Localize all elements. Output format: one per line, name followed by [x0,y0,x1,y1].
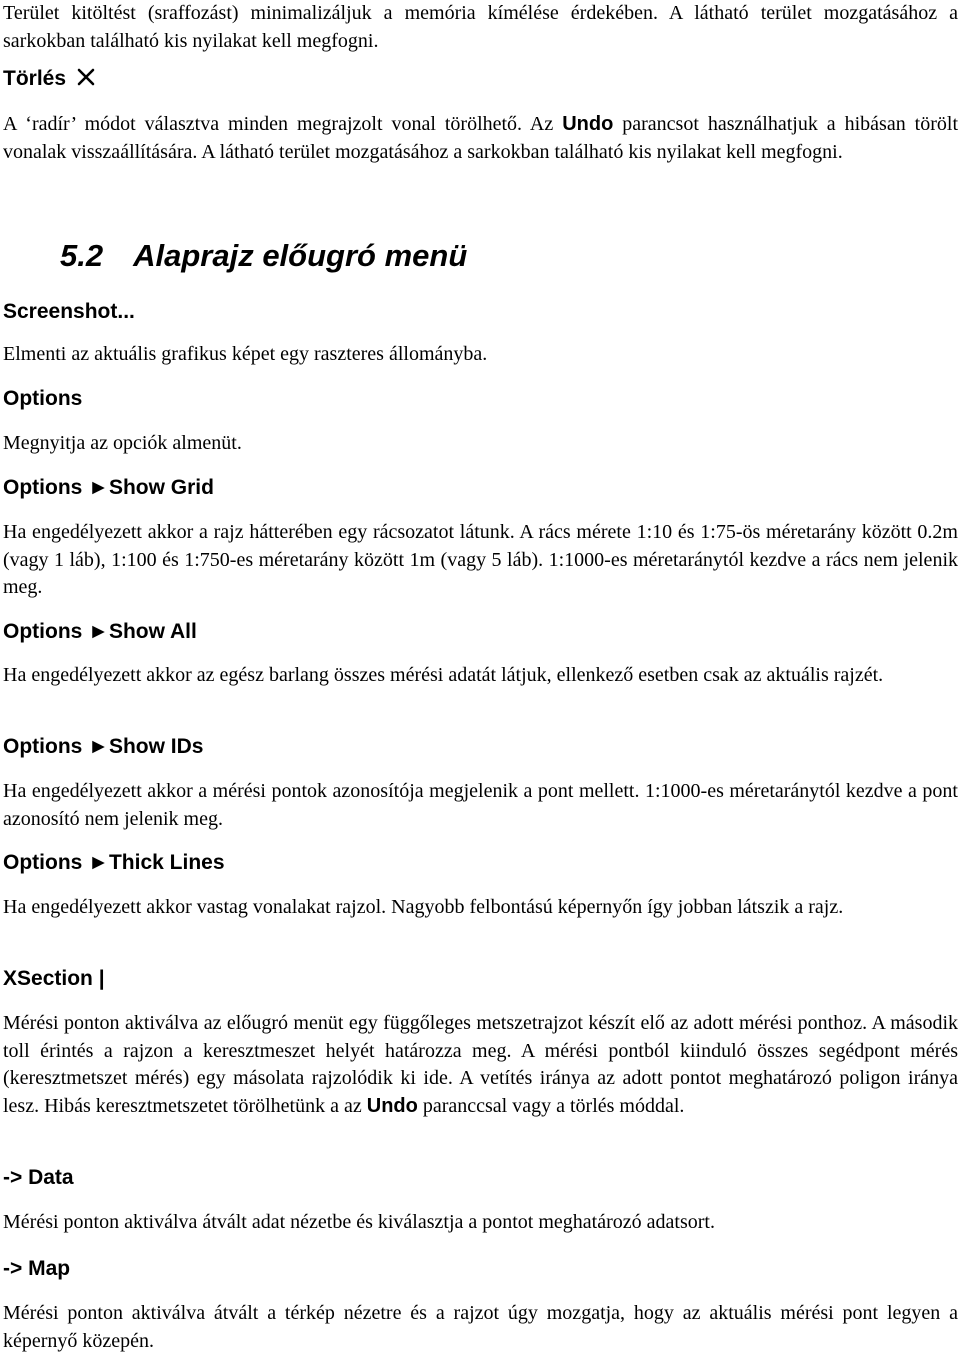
torles-body-text-b: parancsot használhatjuk a hibásan törölt vonalak visszaállítására. A látható terület mozgatásához a sarkokban található kis nyilakat kell megfogni. [3,113,958,163]
show-all-body: Ha engedélyezett akkor az egész barlang összes mérési adatát látjuk, ellenkező esetben csak az aktuális rajzét. [3,664,884,686]
torles-body [3,111,958,166]
arrow-right-icon: ► [88,735,109,758]
map-body: Mérési ponton aktiválva átvált a térkép nézetre és a rajzot úgy mozgatja, hogy az aktuális mérési pont legyen a képernyő közepén. [3,1302,958,1352]
map-heading: -> Map [3,1257,71,1280]
intro-paragraph: Terület kitöltést (sraffozást) minimalizáljuk a memória kímélése érdekében. A látható terület mozgatásához a sarkokban található kis nyilakat kell megfogni. [3,2,958,52]
options-body: Megnyitja az opciók almenüt. [3,432,242,454]
xsection-body-text-b: paranccsal vagy a törlés móddal. [422,1094,685,1117]
torles-heading-label: Törlés [3,67,67,90]
section-number: 5.2 [60,238,104,273]
xsection-body [3,1010,958,1120]
undo-keyword: Undo [562,113,614,135]
show-ids-heading-label: Show IDs [108,735,204,758]
arrow-right-icon: ► [88,851,109,874]
show-grid-heading-label: Show Grid [108,476,214,499]
show-all-heading-label: Show All [108,620,197,643]
show-grid-body: Ha engedélyezett akkor a rajz hátterében egy rácsozatot látunk. A rács mérete 1:10 és 1:75-ös méretarány között 0.2m (vagy 1 láb), 1:100 és 1:750-es méretarány között 1m (vagy 5 láb). 1:1000-es méretaránytól kezdve a rács nem jelenik meg. [3,521,958,598]
xsection-heading: XSection | [3,967,105,990]
thick-lines-heading-options: Options [3,851,83,874]
section-title: Alaprajz előugró menü [133,238,468,273]
show-ids-heading-options: Options [3,735,83,758]
data-heading: -> Data [3,1166,74,1189]
thick-lines-body: Ha engedélyezett akkor vastag vonalakat rajzol. Nagyobb felbontású képernyőn így jobban látszik a rajz. [3,896,844,918]
arrow-right-icon: ► [88,620,109,643]
show-all-heading-options: Options [3,620,83,643]
show-ids-body: Ha engedélyezett akkor a mérési pontok azonosítója megjelenik a pont mellett. 1:1000-es méretaránytól kezdve a pont azonosító nem jelenik meg. [3,780,958,830]
data-body: Mérési ponton aktiválva átvált adat nézetbe és kiválasztja a pontot meghatározó adatsort. [3,1211,715,1233]
screenshot-body: Elmenti az aktuális grafikus képet egy raszteres állományba. [3,343,488,365]
options-heading: Options [3,387,83,410]
arrow-right-icon: ► [88,476,109,499]
thick-lines-heading [3,849,958,877]
show-all-heading [3,618,958,646]
show-grid-heading-options: Options [3,476,83,499]
torles-heading [3,65,958,93]
show-ids-heading [3,733,958,761]
thick-lines-heading-label: Thick Lines [108,851,225,874]
cross-icon [76,67,96,87]
undo-keyword: Undo [366,1094,418,1117]
show-grid-heading [3,474,958,502]
xsection-body-text-a: Mérési ponton aktiválva az előugró menüt egy függőleges metszetrajzot készít elő az adott mérési ponthoz. A második toll érintés a rajzon a keresztmeszet helyét határozza meg. A mérési pontból kiinduló összes segédpont mérés (keresztmetszet mérés) egy másolata rajzolódik ki ide. A vetítés iránya az adott pontot meghatározó poligon iránya lesz. Hibás keresztmetszetet törölhetünk a az [3,1012,958,1117]
screenshot-heading: Screenshot... [3,300,135,323]
torles-body-text-a: A ‘radír’ módot választva minden megrajzolt vonal törölhető. Az [3,113,554,135]
section-heading [60,238,467,274]
